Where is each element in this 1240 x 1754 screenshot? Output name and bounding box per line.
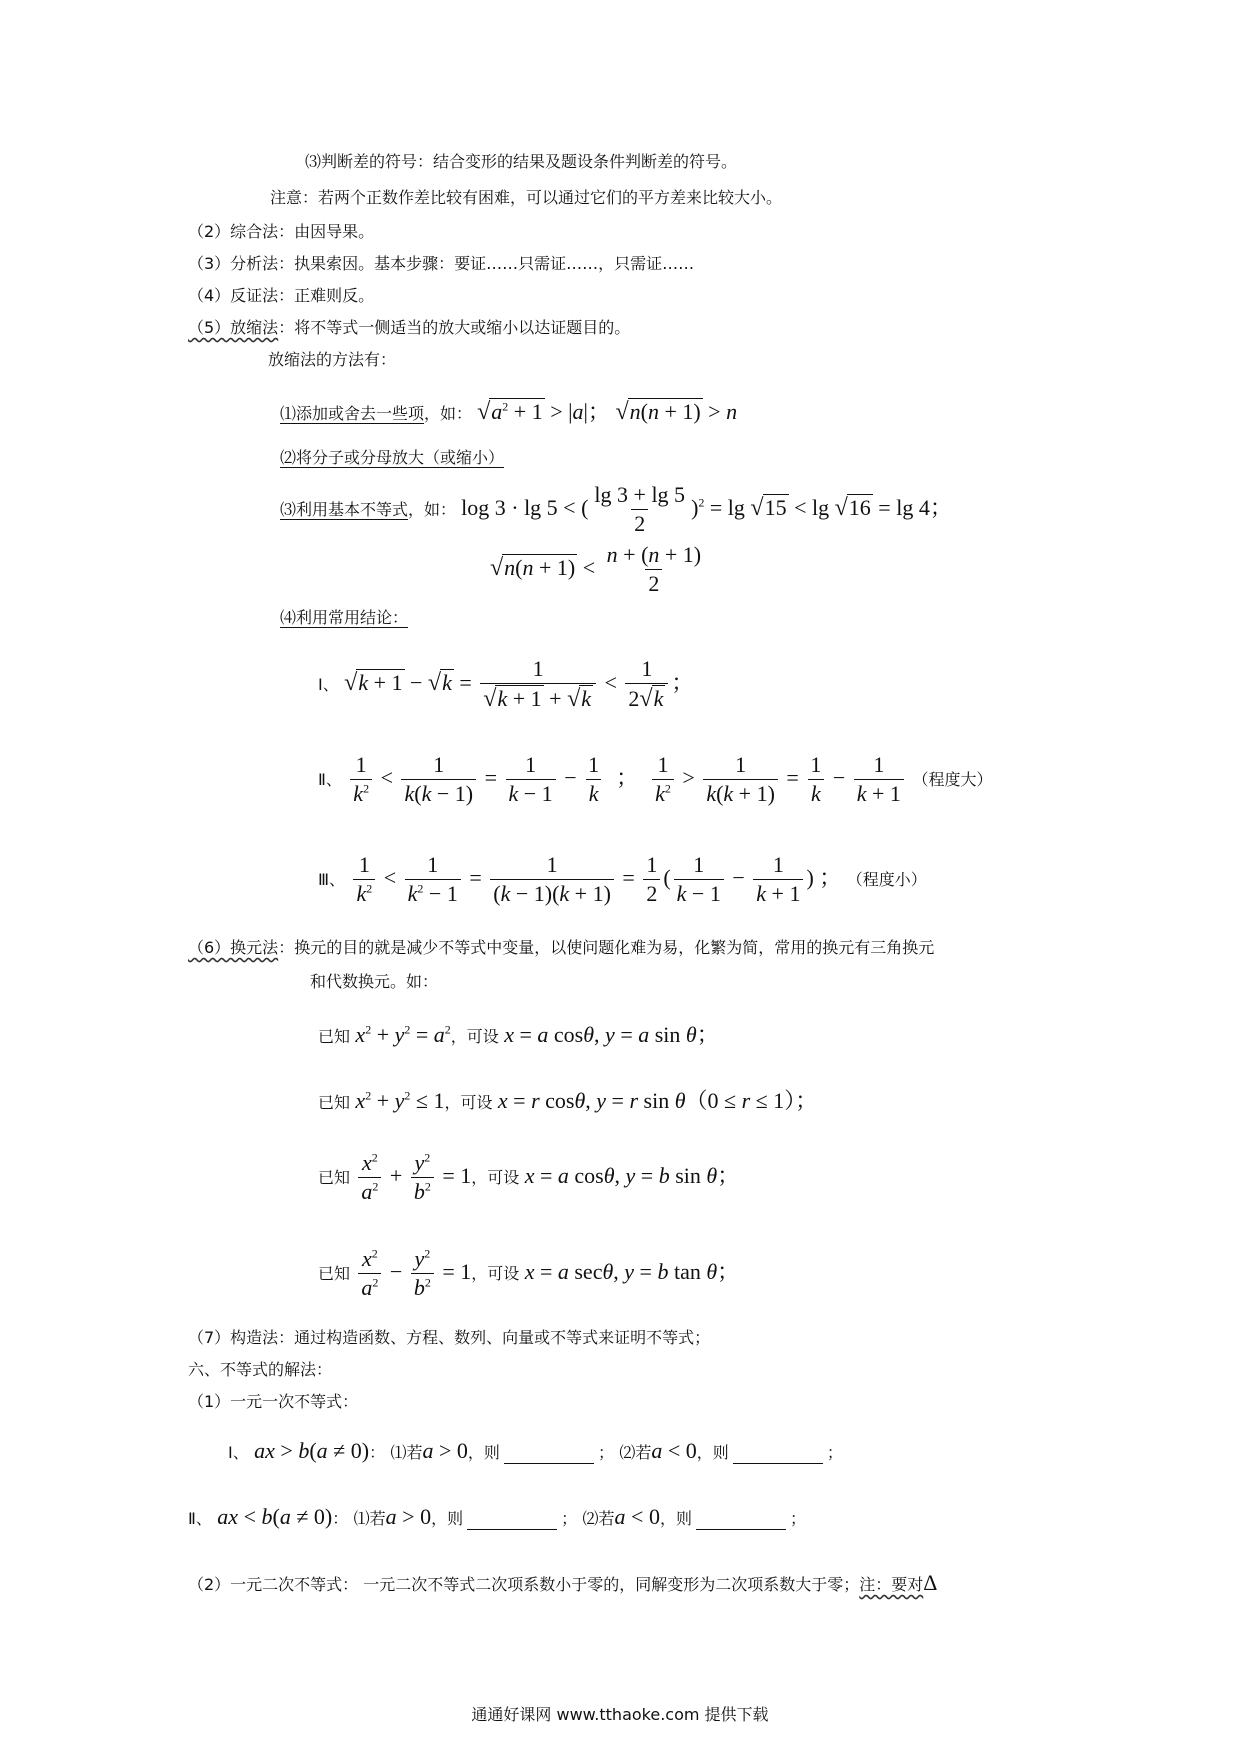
sub-method: ⑴添加或舍去一些项 (280, 404, 425, 423)
row-label: Ⅱ、 (188, 1509, 212, 1528)
formula-row: 已知 $\frac{x^2}{a^2}$ + $\frac{y^2}{b^2}$ = 1，可设 x = a cosθ, y = b sin θ； (318, 1150, 740, 1205)
method-name: （5）放缩法 (188, 318, 279, 337)
row-label: Ⅲ、 (318, 869, 346, 889)
formula: √n(n + 1) < $\frac{n + (n + 1)}{2}$ (490, 542, 702, 597)
text-fragment: ，可设 (471, 1167, 520, 1187)
formula: $\frac{1}{k^2}$ < $\frac{1}{k^2 - 1}$ = $\frac{1}{(k - 1)(k + 1)}$ = $\frac{1}{2}$ ( $\frac{1}{k - 1}$ − $\frac{1}{k + 1}$ ) ； (350, 865, 846, 890)
text-line (280, 398, 737, 427)
row-label: Ⅱ、 (318, 769, 342, 789)
formula-row (318, 852, 927, 908)
text-fragment: 已知 (318, 1093, 351, 1112)
note: （程度大） (912, 769, 993, 789)
text-fragment: （2）一元二次不等式： 一元二次不等式二次项系数小于零的，同解变形为二次项系数大于零； (188, 1575, 860, 1594)
text-fragment: 已知 (318, 1027, 351, 1046)
text-line (280, 482, 952, 538)
text-line: 注意：若两个正数作差比较有困难，可以通过它们的平方差来比较大小。 (270, 188, 783, 207)
formula: $√a^2 + 1 > |a|$； √n(n + 1) > n (477, 399, 738, 425)
fill-blank[interactable] (504, 1445, 594, 1464)
text-fragment: ，如： (424, 404, 473, 423)
formula: √k + 1 − √k = $\frac{1}{√k + 1 + √k}$ < $\frac{1}{2√k}$ ； (344, 656, 694, 713)
text-fragment: ，则 (431, 1509, 464, 1528)
text-fragment: ，则 (659, 1509, 692, 1528)
method-desc: ：换元的目的就是减少不等式中变量，以使问题化难为易，化繁为简，常用的换元有三角换元 (278, 938, 935, 957)
page-footer: 通通好课网 www.tthaoke.com 提供下载 (471, 1705, 769, 1724)
text-line: （4）反证法：正难则反。 (188, 286, 375, 305)
note: 注：要对 (859, 1575, 924, 1594)
row-label: Ⅰ、 (228, 1443, 249, 1462)
formula-row (318, 752, 992, 808)
text-line: 六、不等式的解法： (188, 1360, 333, 1379)
text-fragment: ，可设 (450, 1027, 499, 1046)
text-line: ⑷利用常用结论： (280, 608, 409, 627)
text-line: 放缩法的方法有： (268, 350, 397, 369)
text-line: 和代数换元。如： (310, 972, 439, 991)
text-line: （1）一元一次不等式： (188, 1392, 359, 1411)
fill-blank[interactable] (467, 1511, 557, 1530)
text-fragment: ，则 (467, 1443, 500, 1462)
text-line: （2）综合法：由因导果。 (188, 222, 375, 241)
text-fragment: ，可设 (471, 1263, 520, 1283)
method-desc: ：将不等式一侧适当的放大或缩小以达证题目的。 (278, 318, 631, 337)
text-line (188, 938, 934, 957)
formula: log 3 · lg 5 < ( $\frac{\lg 3 + \lg 5}{2}$ )$^2$ = lg √15 < lg √16 = lg 4； (461, 482, 952, 537)
row-label: Ⅰ、 (318, 675, 339, 695)
text-fragment: ，可设 (444, 1093, 493, 1112)
formula: $\frac{1}{k^2}$ < $\frac{1}{k(k - 1)}$ = $\frac{1}{k - 1}$ − $\frac{1}{k}$ ； $\frac{1}{k^2}$ > $\frac{1}{k(k + 1)}$ = $\frac{1}{k}$ − $\frac{1}{k + 1}$ (347, 765, 912, 790)
fill-blank[interactable] (733, 1445, 823, 1464)
text-fragment: ⑵若 (619, 1443, 652, 1462)
text-fragment: ，则 (696, 1443, 729, 1462)
sub-method: ⑶利用基本不等式 (280, 499, 409, 519)
fill-blank[interactable] (696, 1511, 786, 1530)
note: （程度小） (846, 869, 927, 889)
text-line: （3）分析法：执果索因。基本步骤：要证……只需证……，只需证…… (188, 254, 695, 273)
text-line: ⑶判断差的符号：结合变形的结果及题设条件判断差的符号。 (305, 152, 738, 171)
text-line: （2）一元二次不等式： 一元二次不等式二次项系数小于零的，同解变形为二次项系数大于零；注：要对Δ (188, 1570, 938, 1595)
formula-row: Ⅰ、 ax > b(a ≠ 0)： ⑴若a > 0，则 ； ⑵若a < 0，则 ； (228, 1438, 843, 1463)
formula-row: Ⅱ、 ax < b(a ≠ 0)： ⑴若a > 0，则 ； ⑵若a < 0，则 ； (188, 1504, 806, 1529)
method-name: （6）换元法 (188, 938, 279, 957)
formula-row: 已知 $x^2 + y^2 = a^2$，可设 x = a cosθ, y = a sin θ； (318, 1022, 719, 1047)
text-line: （7）构造法：通过构造函数、方程、数列、向量或不等式来证明不等式； (188, 1328, 711, 1347)
text-fragment: ⑴若 (353, 1509, 386, 1528)
text-line (188, 318, 630, 337)
formula-row: 已知 $\frac{x^2}{a^2}$ − $\frac{y^2}{b^2}$ = 1，可设 x = a secθ, y = b tan θ； (318, 1246, 740, 1301)
text-fragment: ⑴若 (390, 1443, 423, 1462)
formula-row (318, 656, 693, 714)
text-fragment: 已知 (318, 1263, 351, 1283)
text-fragment: 已知 (318, 1167, 351, 1187)
text-line: ⑵将分子或分母放大（或缩小） (280, 448, 505, 467)
formula-row: 已知 $x^2 + y^2 \le 1$，可设 x = r cosθ, y = r sin θ（0 ≤ r ≤ 1）； (318, 1088, 818, 1113)
text-fragment: ⑵若 (582, 1509, 615, 1528)
text-fragment: ，如： (408, 499, 457, 519)
